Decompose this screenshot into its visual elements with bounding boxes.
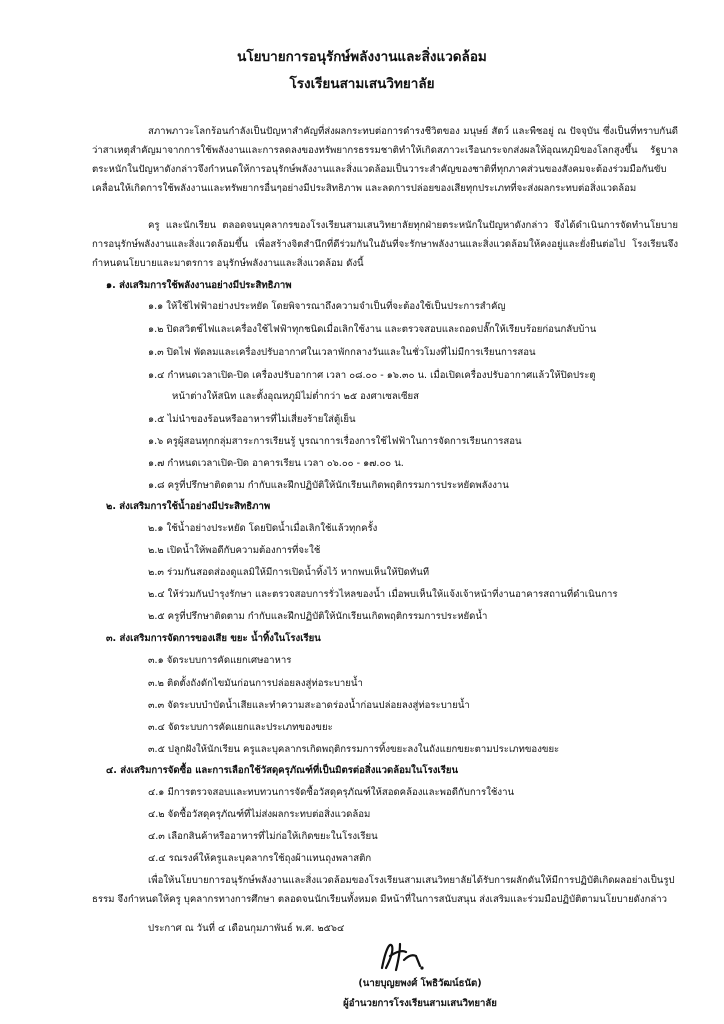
policy-item: ๓.๑ จัดระบบการคัดแยกเศษอาหาร	[148, 655, 292, 666]
policy-item: ๑.๗ กำหนดเวลาเปิด-ปิด อาคารเรียน เวลา ๐๖.๐๐ - ๑๗.๐๐ น.	[148, 458, 404, 469]
policy-item: ๓.๔ จัดระบบการคัดแยกและประเภทของขยะ	[148, 722, 333, 733]
policy-item: ๒.๓ ร่วมกันสอดส่องดูแลมิให้มีการเปิดน้ำทิ้งไว้ หากพบเห็นให้ปิดทันที	[148, 567, 430, 578]
signer-name: (นายบุญยพงศ์ โพธิวัฒน์ธนัต)	[358, 978, 482, 989]
intro-text-1: สภาพภาวะโลกร้อนกำลังเป็นปัญหาสำคัญที่ส่งผลกระทบต่อการดำรงชีวิตของ มนุษย์ สัตว์ และพืชอยู่ ณ ปัจจุบัน ซึ่งเป็นที่ทราบกันดีว่าสาเหตุสำคัญมาจากการใช้พลังงานและการลดลงของทรัพยากรธรรมชาติทำให้เกิดสภาวะเรือนกระจกส่งผลให้อุณหภูมิของโลกสูงขึ้น รัฐบาลตระหนักในปัญหาดังกล่าวจึงกำหนดให้การอนุรักษ์พลังงานและสิ่งแวดล้อมเป็นวาระสำคัญของชาติที่ทุกภาคส่วนของสังคมจะต้องร่วมมือกันขับเคลื่อนให้เกิดการใช้พลังงานและทรัพยากรอื่นๆอย่างมีประสิทธิภาพ และลดการปล่อยของเสียทุกประเภทที่จะส่งผลกระทบต่อสิ่งแวดล้อม	[92, 126, 678, 194]
intro-paragraph-2	[92, 216, 678, 273]
section-heading-4: ๔. ส่งเสริมการจัดซื้อ และการเลือกใช้วัสดุครุภัณฑ์ที่เป็นมิตรต่อสิ่งแวดล้อมในโรงเรียน	[106, 765, 459, 776]
policy-item: ๔.๑ มีการตรวจสอบและทบทวนการจัดซื้อวัสดุครุภัณฑ์ให้สอดคล้องและพอดีกับการใช้งาน	[148, 787, 515, 798]
policy-item: ๑.๒ ปิดสวิตช์ไฟและเครื่องใช้ไฟฟ้าทุกชนิดเมื่อเลิกใช้งาน และตรวจสอบและถอดปลั๊กให้เรียบร้อยก่อนกลับบ้าน	[148, 324, 597, 335]
policy-item: ๔.๔ รณรงค์ให้ครูและบุคลากรใช้ถุงผ้าแทนถุงพลาสติก	[148, 853, 372, 864]
section-heading-1: ๑. ส่งเสริมการใช้พลังงานอย่างมีประสิทธิภาพ	[106, 280, 292, 291]
policy-item: ๑.๘ ครูที่ปรึกษาติดตาม กำกับและฝึกปฏิบัติให้นักเรียนเกิดพฤติกรรมการประหยัดพลังงาน	[148, 480, 509, 491]
policy-item: ๒.๕ ครูที่ปรึกษาติดตาม กำกับและฝึกปฏิบัติให้นักเรียนเกิดพฤติกรรมการประหยัดน้ำ	[148, 611, 488, 622]
section-heading-3: ๓. ส่งเสริมการจัดการของเสีย ขยะ น้ำทิ้งในโรงเรียน	[106, 633, 321, 644]
policy-item: ๔.๒ จัดซื้อวัสดุครุภัณฑ์ที่ไม่ส่งผลกระทบต่อสิ่งแวดล้อม	[148, 809, 371, 820]
policy-item: ๑.๕ ไม่นำของร้อนหรืออาหารที่ไม่เสี่ยงร้ายใส่ตู้เย็น	[148, 414, 356, 425]
policy-item-continuation: หน้าต่างให้สนิท และตั้งอุณหภูมิไม่ต่ำกว่า ๒๕ องศาเซลเซียส	[172, 391, 420, 402]
policy-item: ๒.๔ ให้ร่วมกันบำรุงรักษา และตรวจสอบการรั่วไหลของน้ำ เมื่อพบเห็นให้แจ้งเจ้าหน้าที่งานอาคารสถานที่ดำเนินการ	[148, 589, 618, 600]
policy-item: ๓.๓ จัดระบบบำบัดน้ำเสียและทำความสะอาดร่องน้ำก่อนปล่อยลงสู่ท่อระบายน้ำ	[148, 700, 470, 711]
policy-item: ๔.๓ เลือกสินค้าหรืออาหารที่ไม่ก่อให้เกิดขยะในโรงเรียน	[148, 831, 378, 842]
policy-item: ๑.๑ ให้ใช้ไฟฟ้าอย่างประหยัด โดยพิจารณาถึงความจำเป็นที่จะต้องใช้เป็นประการสำคัญ	[148, 301, 506, 312]
policy-item: ๑.๖ ครูผู้สอนทุกกลุ่มสาระการเรียนรู้ บูรณาการเรื่องการใช้ไฟฟ้าในการจัดการเรียนการสอน	[148, 436, 522, 447]
section-heading-2: ๒. ส่งเสริมการใช้น้ำอย่างมีประสิทธิภาพ	[106, 501, 271, 512]
closing-paragraph	[92, 871, 678, 909]
school-name: โรงเรียนสามเสนวิทยาลัย	[289, 76, 435, 92]
document-title: นโยบายการอนุรักษ์พลังงานและสิ่งแวดล้อม	[237, 49, 487, 65]
signer-position: ผู้อำนวยการโรงเรียนสามเสนวิทยาลัย	[343, 998, 497, 1009]
signature-icon	[376, 938, 426, 974]
policy-item: ๒.๑ ใช้น้ำอย่างประหยัด โดยปิดน้ำเมื่อเลิกใช้แล้วทุกครั้ง	[148, 523, 378, 534]
policy-item: ๑.๓ ปิดไฟ พัดลมและเครื่องปรับอากาศในเวลาพักกลางวันและในชั่วโมงที่ไม่มีการเรียนการสอน	[148, 347, 536, 358]
policy-item: ๑.๔ กำหนดเวลาเปิด-ปิด เครื่องปรับอากาศ เวลา ๐๘.๐๐ - ๑๖.๓๐ น. เมื่อเปิดเครื่องปรับอากาศแล้วให้ปิดประตู	[148, 370, 596, 381]
intro-paragraph-1	[92, 122, 678, 198]
announcement-date: ประกาศ ณ วันที่ ๔ เดือนกุมภาพันธ์ พ.ศ. ๒๕๖๔	[148, 923, 345, 934]
policy-item: ๒.๒ เปิดน้ำให้พอดีกับความต้องการที่จะใช้	[148, 545, 321, 556]
closing-text: เพื่อให้นโยบายการอนุรักษ์พลังงานและสิ่งแวดล้อมของโรงเรียนสามเสนวิทยาลัยได้รับการผลักดันให้มีการปฏิบัติเกิดผลอย่างเป็นรูปธรรม จึงกำหนดให้ครู บุคลากรทางการศึกษา ตลอดจนนักเรียนทั้งหมด มีหน้าที่ในการสนับสนุน ส่งเสริมและร่วมมือปฏิบัติตามนโยบายดังกล่าว	[92, 875, 675, 905]
policy-item: ๓.๕ ปลูกฝังให้นักเรียน ครูและบุคลากรเกิดพฤติกรรมการทิ้งขยะลงในถังแยกขยะตามประเภทของขยะ	[148, 744, 560, 755]
intro-text-2: ครู และนักเรียน ตลอดจนบุคลากรของโรงเรียนสามเสนวิทยาลัยทุกฝ่ายตระหนักในปัญหาดังกล่าว จึงได้ดำเนินการจัดทำนโยบายการอนุรักษ์พลังงานและสิ่งแวดล้อมขึ้น เพื่อสร้างจิตสำนึกที่ดีร่วมกันในอันที่จะรักษาพลังงานและสิ่งแวดล้อมให้คงอยู่และยั่งยืนต่อไป โรงเรียนจึงกำหนดนโยบายและมาตรการ อนุรักษ์พลังงานและสิ่งแวดล้อม ดังนี้	[92, 220, 678, 269]
policy-item: ๓.๒ ติดตั้งถังดักไขมันก่อนการปล่อยลงสู่ท่อระบายน้ำ	[148, 678, 363, 689]
